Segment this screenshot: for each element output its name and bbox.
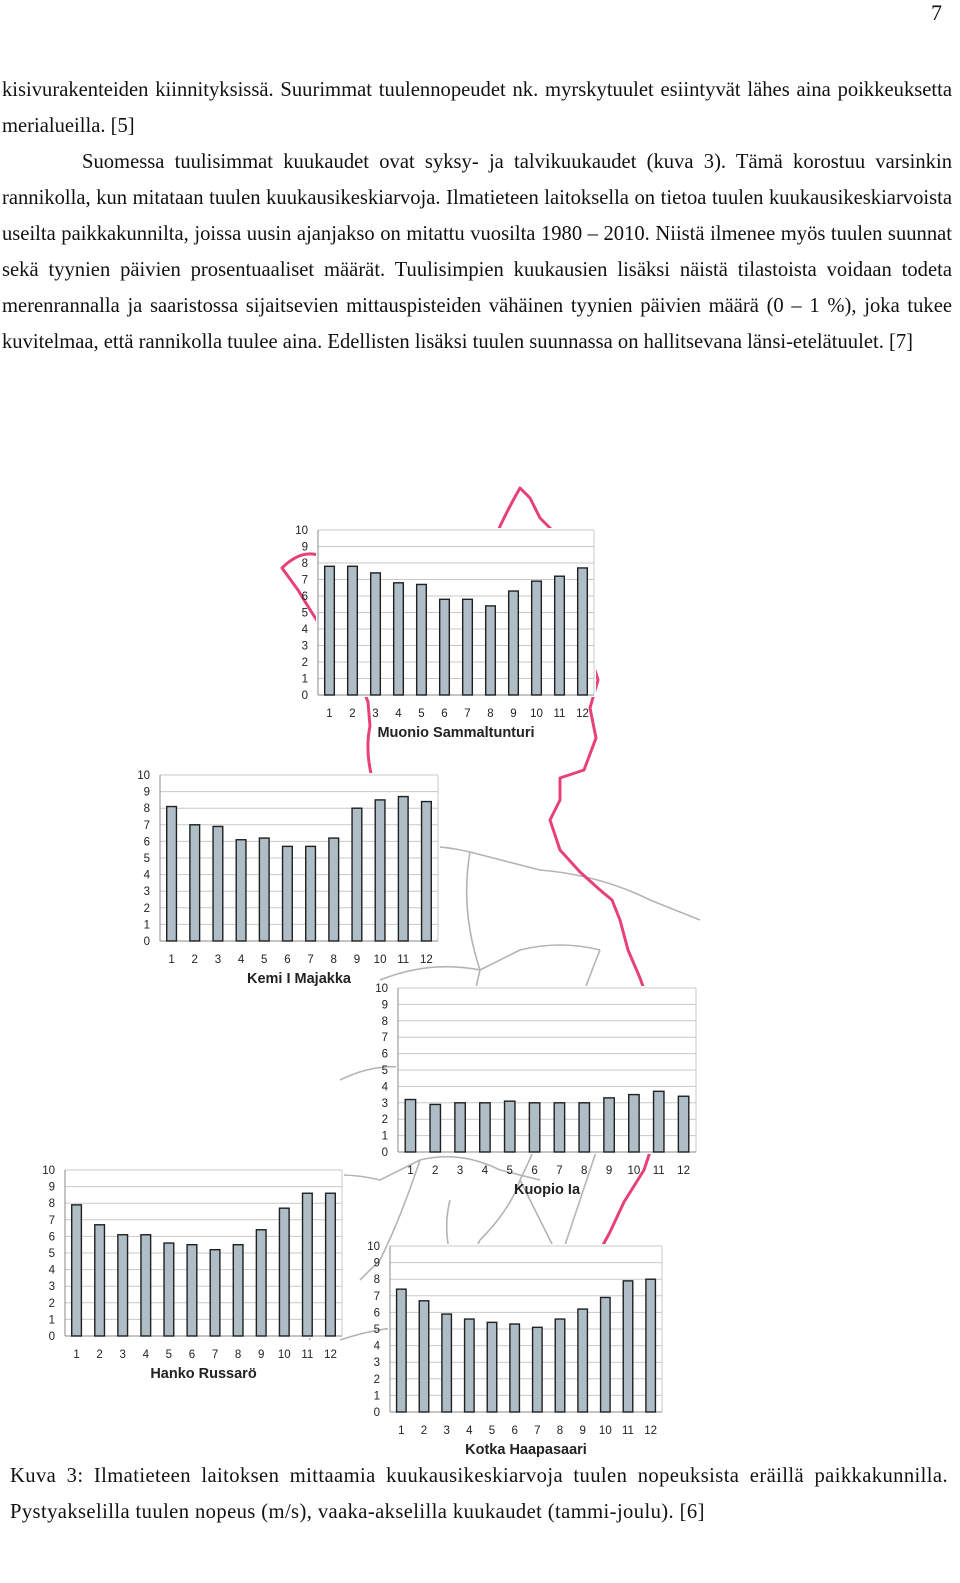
bar-month-4 [480,1103,490,1152]
bar-month-3 [371,573,381,695]
bar-month-4 [394,583,404,695]
bar-month-4 [465,1319,475,1412]
charts [42,525,698,1458]
x-tick-label: 12 [644,1425,658,1437]
y-tick-label: 9 [373,1257,380,1270]
y-tick-label: 9 [48,1181,55,1194]
bar-month-9 [578,1309,588,1412]
x-tick-label: 6 [441,708,448,720]
bar-month-12 [326,1193,336,1336]
bar-month-7 [210,1250,220,1336]
y-tick-label: 4 [301,624,308,636]
bar-month-9 [509,591,519,695]
x-tick-label: 12 [420,954,433,966]
y-tick-label: 1 [143,919,150,932]
chart-title: Kotka Haapasaari [465,1442,587,1458]
x-tick-label: 12 [576,708,589,720]
y-tick-label: 10 [42,1165,55,1177]
y-tick-label: 4 [373,1340,380,1353]
y-tick-label: 1 [373,1390,380,1403]
y-tick-label: 0 [381,1147,388,1159]
x-tick-label: 9 [579,1425,586,1437]
bar-month-1 [397,1289,407,1412]
y-tick-label: 0 [48,1331,55,1343]
bar-month-7 [463,599,473,695]
x-tick-label: 7 [534,1425,541,1437]
y-tick-label: 3 [373,1357,380,1370]
x-tick-label: 6 [511,1425,518,1437]
x-tick-label: 10 [598,1425,612,1437]
bar-month-8 [329,838,339,941]
y-tick-label: 1 [381,1130,388,1143]
figure-wind-map [0,480,960,1470]
bar-month-2 [95,1225,105,1336]
chart-title: Muonio Sammaltunturi [377,725,535,741]
chart-title: Kemi I Majakka [247,971,351,987]
bar-month-5 [417,584,427,695]
x-tick-label: 8 [487,708,494,720]
bar-month-6 [283,846,293,941]
y-tick-label: 10 [375,983,388,995]
y-tick-label: 5 [381,1065,388,1077]
x-tick-label: 11 [652,1165,665,1177]
bar-month-8 [486,606,496,695]
y-tick-label: 8 [143,803,150,816]
y-tick-label: 5 [143,853,150,865]
bar-month-5 [164,1243,174,1336]
bar-month-7 [533,1327,543,1412]
x-tick-label: 9 [605,1165,613,1177]
finland-wind-chart-map [0,480,960,1470]
x-tick-label: 9 [510,708,517,720]
x-tick-label: 9 [353,954,361,966]
bar-month-2 [419,1301,429,1412]
bar-month-1 [167,807,177,941]
bar-month-12 [678,1096,688,1152]
bar-month-2 [190,825,200,941]
y-tick-label: 8 [301,558,308,570]
bar-month-6 [440,599,450,695]
x-tick-label: 3 [119,1349,126,1361]
bar-month-6 [187,1245,197,1336]
y-tick-label: 7 [373,1290,380,1303]
x-tick-label: 12 [677,1165,690,1177]
x-tick-label: 12 [324,1349,337,1361]
x-tick-label: 9 [258,1349,265,1361]
body-text [2,72,952,360]
y-tick-label: 4 [143,869,150,882]
y-tick-label: 1 [48,1314,55,1327]
x-tick-label: 4 [466,1425,473,1437]
x-tick-label: 7 [307,954,314,966]
y-tick-label: 6 [143,836,150,849]
x-tick-label: 2 [96,1349,103,1361]
bar-month-7 [554,1103,564,1152]
y-tick-label: 2 [301,657,308,669]
bar-month-11 [398,797,408,941]
x-tick-label: 6 [531,1165,538,1177]
x-tick-label: 1 [398,1425,405,1437]
x-tick-label: 6 [188,1349,196,1361]
x-tick-label: 1 [73,1349,80,1361]
x-tick-label: 11 [622,1425,634,1437]
bar-month-10 [601,1297,611,1412]
y-tick-label: 3 [143,886,150,899]
bar-month-10 [629,1095,639,1152]
bar-month-12 [646,1279,656,1412]
x-tick-label: 10 [373,954,387,966]
x-tick-label: 7 [464,708,471,720]
chart-0 [295,525,596,741]
bar-month-8 [555,1319,565,1412]
bar-month-4 [141,1235,151,1336]
bar-month-5 [487,1322,497,1412]
bar-month-8 [233,1245,243,1336]
x-tick-label: 2 [349,708,356,720]
bar-month-2 [430,1104,440,1152]
x-tick-label: 11 [553,708,566,720]
y-tick-label: 3 [48,1281,55,1294]
y-tick-label: 10 [367,1241,380,1253]
chart-1 [137,770,440,987]
y-tick-label: 2 [381,1114,388,1127]
bar-month-10 [279,1208,289,1336]
x-tick-label: 3 [214,954,222,966]
x-tick-label: 10 [627,1165,641,1177]
figure-caption: Kuva 3: Ilmatieteen laitoksen mittaamia kuukausikeskiarvoja tuulen nopeuksista eräillä paikkakunnilla. Pystyakselilla tuulen nopeus (m/s), vaaka-akselilla kuukaudet (tammi-joulu). [6] [10,1465,948,1523]
x-tick-label: 10 [277,1349,291,1361]
x-tick-label: 3 [372,708,379,720]
bar-month-12 [422,802,432,941]
y-tick-label: 3 [381,1097,388,1110]
x-tick-label: 6 [284,954,291,966]
x-tick-label: 4 [237,954,245,966]
y-tick-label: 9 [381,999,388,1012]
x-tick-label: 7 [556,1165,563,1177]
x-tick-label: 10 [530,708,543,720]
x-tick-label: 8 [330,954,337,966]
bar-month-11 [303,1193,313,1336]
y-tick-label: 10 [295,525,308,537]
x-tick-label: 5 [165,1349,173,1361]
bar-month-8 [579,1103,589,1152]
page-number: 7 [931,0,942,25]
bar-month-11 [623,1281,633,1412]
chart-title: Kuopio Ia [513,1182,581,1198]
x-tick-label: 3 [443,1425,450,1437]
bar-month-5 [505,1101,515,1152]
bar-month-1 [405,1100,415,1152]
x-tick-label: 5 [418,708,425,720]
y-tick-label: 7 [48,1214,55,1227]
y-tick-label: 5 [301,607,308,620]
y-tick-label: 0 [143,936,150,948]
x-tick-label: 11 [301,1349,314,1361]
x-tick-label: 8 [581,1165,588,1177]
y-tick-label: 8 [373,1274,380,1287]
x-tick-label: 4 [395,708,402,720]
bar-month-9 [352,808,362,941]
x-tick-label: 3 [456,1165,464,1177]
x-tick-label: 2 [191,954,198,966]
y-tick-label: 4 [381,1081,388,1094]
y-tick-label: 10 [137,770,150,782]
bar-month-12 [578,568,588,695]
x-tick-label: 8 [556,1425,564,1437]
y-tick-label: 2 [373,1373,380,1386]
bar-month-3 [455,1103,465,1152]
paragraph-2: Suomessa tuulisimmat kuukaudet ovat syksy- ja talvikuukaudet (kuva 3). Tämä korostuu varsinkin rannikolla, kun mitataan tuulen kuukausikeskiarvoja. Ilmatieteen laitoksella on tietoa tuulen kuukausikeskiarvoista useilta paikkakunnilta, joissa uusin ajanjakso on mitattu vuosilta 1980 – 2010. Niistä ilmenee myös tuulen suunnat sekä tyynien päivien prosentuaaliset määrät. Tuulisimpien kuukausien lisäksi näistä tilastoista voidaan todeta merenrannalla ja saaristossa sijaitsevien mittauspisteiden vähäinen tyynien päivien määrä (0 – 1 %), joka tukee kuvitelmaa, että rannikolla tuulee aina. Edellisten lisäksi tuulen suunnassa on hallitsevana länsi-etelätuulet. [7] [2,151,952,353]
chart-2 [375,983,698,1198]
y-tick-label: 6 [48,1231,55,1244]
x-tick-label: 1 [168,954,175,966]
y-tick-label: 5 [373,1324,380,1336]
bar-month-4 [236,840,246,941]
y-tick-label: 9 [301,541,308,554]
bar-month-6 [529,1103,539,1152]
x-tick-label: 1 [407,1165,414,1177]
bar-month-10 [532,581,542,695]
x-tick-label: 4 [142,1349,149,1361]
x-tick-label: 8 [234,1349,242,1361]
y-tick-label: 7 [143,819,150,832]
y-tick-label: 1 [301,673,308,686]
x-tick-label: 5 [506,1165,513,1177]
bar-month-7 [306,846,316,941]
y-tick-label: 9 [143,786,150,799]
bar-month-5 [259,838,269,941]
chart-title: Hanko Russarö [150,1366,257,1382]
x-tick-label: 2 [432,1165,439,1177]
x-tick-label: 1 [326,708,333,720]
y-tick-label: 7 [381,1032,388,1045]
y-tick-label: 3 [301,640,308,653]
y-tick-label: 7 [301,574,308,587]
y-tick-label: 2 [48,1297,55,1310]
bar-month-10 [375,800,385,941]
bar-month-3 [213,826,223,941]
y-tick-label: 0 [301,690,308,702]
bar-month-11 [555,576,565,695]
y-tick-label: 8 [48,1198,55,1211]
y-tick-label: 8 [381,1015,388,1028]
y-tick-label: 5 [48,1248,55,1260]
paragraph-1: kisivurakenteiden kiinnityksissä. Suurimmat tuulennopeudet nk. myrskytuulet esiintyvät lähes aina poikkeuksetta merialueilla. [5] [2,79,952,137]
bar-month-1 [72,1205,82,1336]
x-tick-label: 11 [397,954,410,966]
bar-month-11 [654,1091,664,1152]
x-tick-label: 5 [261,954,268,966]
y-tick-label: 6 [381,1048,388,1061]
bar-month-3 [442,1314,452,1412]
x-tick-label: 2 [420,1425,428,1437]
y-tick-label: 0 [373,1407,380,1419]
y-tick-label: 6 [301,591,308,603]
chart-4 [367,1241,664,1458]
bar-month-2 [348,566,358,695]
bar-month-3 [118,1235,128,1336]
x-tick-label: 5 [488,1425,496,1437]
chart-3 [42,1165,344,1382]
bar-month-9 [256,1230,266,1336]
x-tick-label: 7 [211,1349,219,1361]
y-tick-label: 6 [373,1307,380,1320]
bar-month-6 [510,1324,520,1412]
bar-month-9 [604,1098,614,1152]
x-tick-label: 4 [481,1165,489,1177]
y-tick-label: 2 [143,902,150,915]
y-tick-label: 4 [48,1264,55,1277]
bar-month-1 [325,566,335,695]
